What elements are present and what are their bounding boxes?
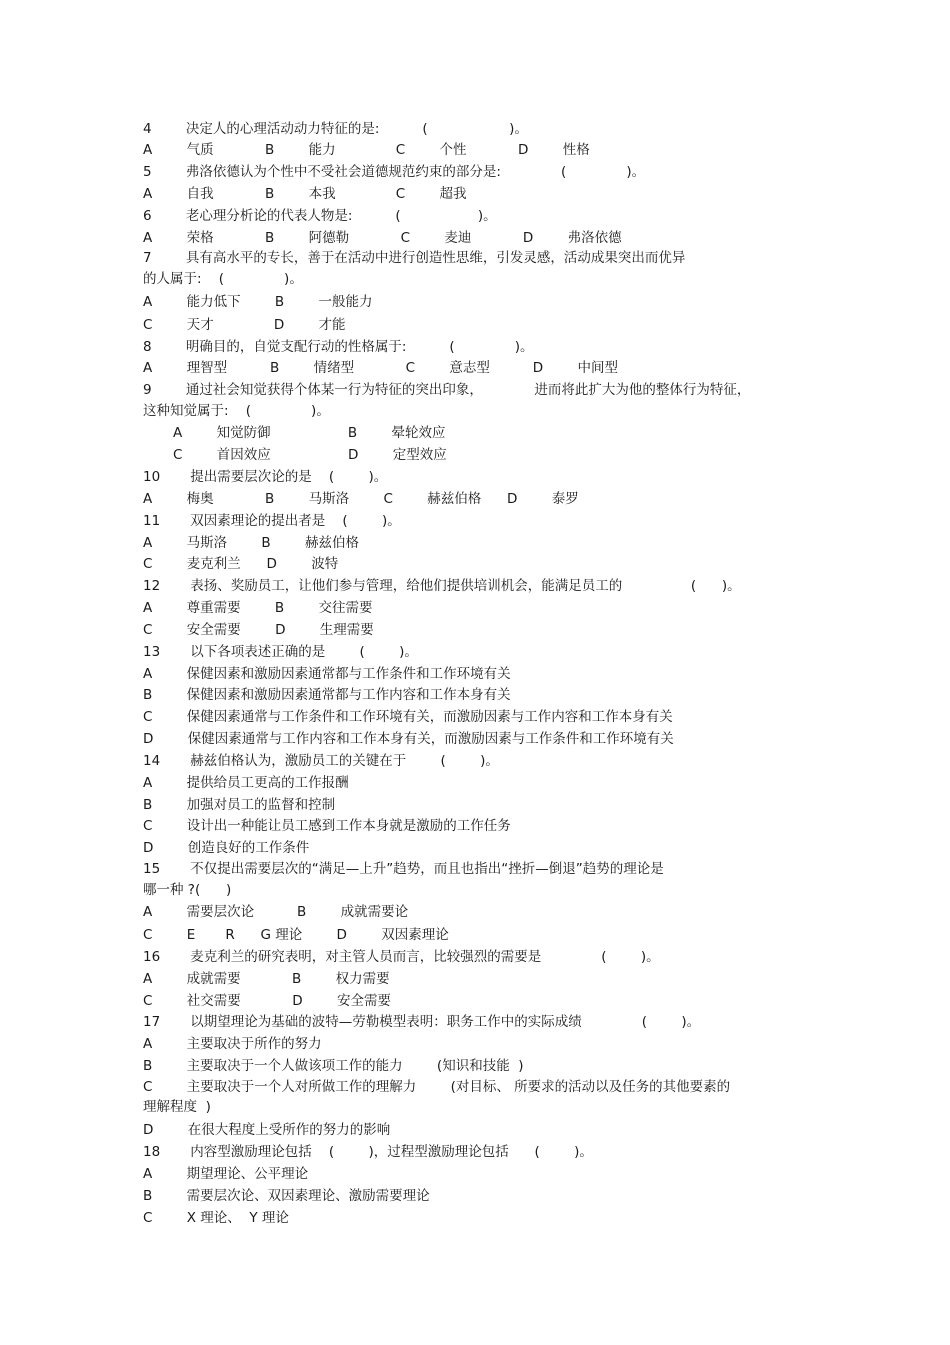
text-line: A 自我 B 本我 C 超我 (143, 186, 467, 202)
text-line: 8 明确目的，自觉支配行动的性格属于: ( )。 (143, 339, 534, 355)
text-line: A 尊重需要 B 交往需要 (143, 600, 373, 616)
text-line: D 在很大程度上受所作的努力的影响 (143, 1122, 391, 1138)
text-line: 16 麦克利兰的研究表明，对主管人员而言，比较强烈的需要是 ( )。 (143, 949, 660, 965)
text-line: A 提供给员工更高的工作报酬 (143, 775, 349, 791)
text-line: 10 提出需要层次论的是 ( )。 (143, 469, 388, 485)
text-line: B 保健因素和激励因素通常都与工作内容和工作本身有关 (143, 687, 511, 703)
text-line: 11 双因素理论的提出者是 ( )。 (143, 513, 401, 529)
text-line: C X 理论、 Y 理论 (143, 1210, 289, 1226)
text-line: D 创造良好的工作条件 (143, 840, 310, 856)
text-line: 哪一种 ?( ) (143, 882, 232, 898)
text-line: C 安全需要 D 生理需要 (143, 622, 374, 638)
text-line: D 保健因素通常与工作内容和工作本身有关，而激励因素与工作条件和工作环境有关 (143, 731, 674, 747)
text-line: 理解程度 ) (143, 1099, 211, 1115)
text-line: A 知觉防御 B 晕轮效应 (143, 425, 446, 441)
text-line: 13 以下各项表述正确的是 ( )。 (143, 644, 418, 660)
text-line: 9 通过社会知觉获得个体某一行为特征的突出印象， 进而将此扩大为他的整体行为特征， (143, 382, 751, 398)
text-line: A 梅奥 B 马斯洛 C 赫兹伯格 D 泰罗 (143, 491, 579, 507)
text-line: A 马斯洛 B 赫兹伯格 (143, 535, 359, 551)
text-line: C 首因效应 D 定型效应 (143, 447, 447, 463)
text-line: 这种知觉属于: ( )。 (143, 403, 330, 419)
text-line: A 理智型 B 情绪型 C 意志型 D 中间型 (143, 360, 618, 376)
text-line: C 社交需要 D 安全需要 (143, 993, 391, 1009)
text-line: 7 具有高水平的专长，善于在活动中进行创造性思维，引发灵感，活动成果突出而优异 (143, 250, 686, 266)
text-line: B 需要层次论、双因素理论、激励需要理论 (143, 1188, 430, 1204)
text-line: 18 内容型激励理论包括 ( )，过程型激励理论包括 ( )。 (143, 1144, 593, 1160)
text-line: 4 决定人的心理活动动力特征的是: ( )。 (143, 121, 528, 137)
text-line: 6 老心理分析论的代表人物是: ( )。 (143, 208, 497, 224)
text-line: B 主要取决于一个人做该项工作的能力 (知识和技能 ) (143, 1058, 524, 1074)
text-line: 5 弗洛依德认为个性中不受社会道德规范约束的部分是: ( )。 (143, 164, 646, 180)
text-line: A 需要层次论 B 成就需要论 (143, 904, 409, 920)
text-line: A 期望理论、公平理论 (143, 1166, 309, 1182)
text-line: 15 不仅提出需要层次的“满足—上升”趋势，而且也指出“挫折—倒退”趋势的理论是 (143, 861, 664, 877)
text-line: A 主要取决于所作的努力 (143, 1036, 322, 1052)
text-line: C E R G 理论 D 双因素理论 (143, 927, 449, 943)
text-line: B 加强对员工的监督和控制 (143, 797, 336, 813)
text-line: 的人属于: ( )。 (143, 271, 303, 287)
text-line: 17 以期望理论为基础的波特—劳勒模型表明：职务工作中的实际成绩 ( )。 (143, 1014, 701, 1030)
text-line: C 保健因素通常与工作条件和工作环境有关，而激励因素与工作内容和工作本身有关 (143, 709, 673, 725)
text-line: C 麦克利兰 D 波特 (143, 556, 339, 572)
text-line: C 主要取决于一个人对所做工作的理解力 (对目标、 所要求的活动以及任务的其他要素的 (143, 1079, 731, 1095)
text-line: A 保健因素和激励因素通常都与工作条件和工作环境有关 (143, 666, 511, 682)
text-line: A 能力低下 B 一般能力 (143, 294, 373, 310)
text-line: A 气质 B 能力 C 个性 D 性格 (143, 142, 590, 158)
text-line: 14 赫兹伯格认为，激励员工的关键在于 ( )。 (143, 753, 499, 769)
text-line: C 天才 D 才能 (143, 317, 346, 333)
text-line: A 成就需要 B 权力需要 (143, 971, 390, 987)
text-line: C 设计出一种能让员工感到工作本身就是激励的工作任务 (143, 818, 511, 834)
text-line: 12 表扬、奖励员工，让他们参与管理，给他们提供培训机会，能满足员工的 ( )。 (143, 578, 741, 594)
text-line: A 荣格 B 阿德勒 C 麦迪 D 弗洛依德 (143, 230, 622, 246)
